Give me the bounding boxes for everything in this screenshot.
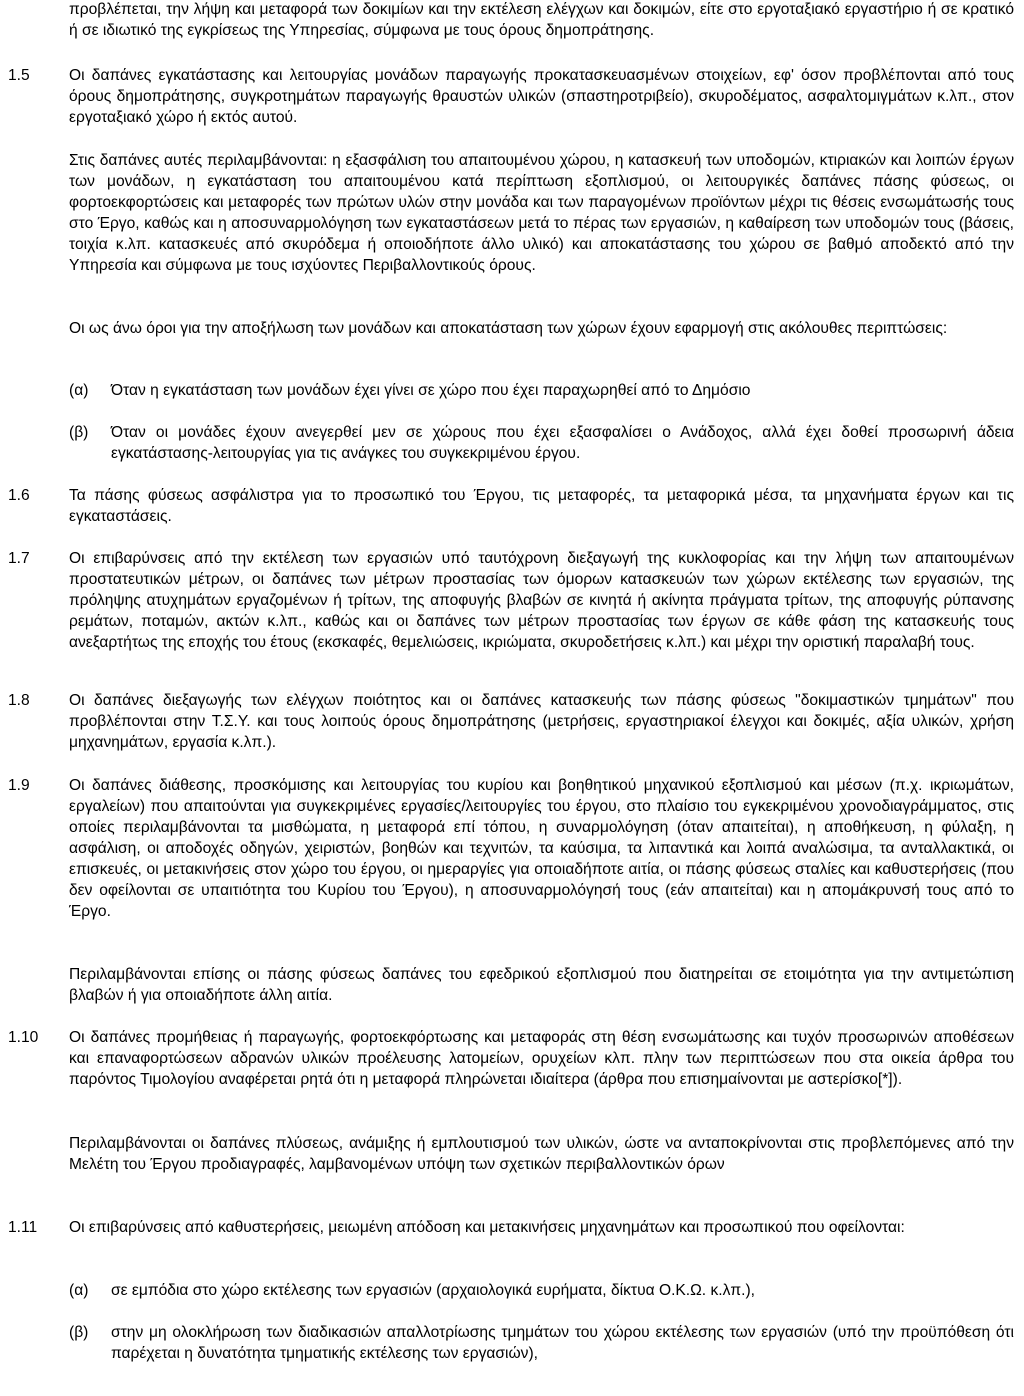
clause-text: Οι δαπάνες προμήθειας ή παραγωγής, φορτοεκφόρτωσης και μεταφοράς στη θέση ενσωμάτωσης και τυχόν προσωρινών αποθέσεων και επαναφορτώσεων αδρανών υλικών προέλευσης λατομείων, ορυχείων κλπ. πλην των περιπτώσεων που στα οικεία άρθρα του παρόντος Τιμολογίου αναφέρεται ρητά ότι η μεταφορά πληρώνεται ιδιαίτερα (άρθρα που επισημαίνονται με αστερίσκο[*]). [69,1029,1014,1088]
clause-text: Οι δαπάνες διεξαγωγής των ελέγχων ποιότητος και οι δαπάνες κατασκευής των πάσης φύσεως "δοκιμαστικών τμημάτων" που προβλέπονται στην Τ.Σ.Υ. και τους λοιπούς όρους δημοπράτησης (μετρήσεις, εργαστηριακοί έλεγχοι και δοκιμές, αξία υλικών, χρήση μηχανημάτων, εργασία κ.λπ.). [69,692,1014,751]
case-text: σε εμπόδια στο χώρο εκτέλεσης των εργασιών (αρχαιολογικά ευρήματα, δίκτυα Ο.Κ.Ω. κ.λπ.), [111,1282,756,1299]
clause-text: Οι επιβαρύνσεις από την εκτέλεση των εργασιών υπό ταυτόχρονη διεξαγωγή της κυκλοφορίας και την λήψη των απαιτουμένων προστατευτικών μέτρων, οι δαπάνες των μέτρων προστασίας των όμορων κατασκευών των χώρων εκτέλεσης των εργασιών, της πρόληψης ατυχημάτων εργαζομένων ή τρίτων, της αποφυγής βλαβών σε κινητά ή ακίνητα πράγματα τρίτων, της αποφυγής ρύπανσης ρεμάτων, ποταμών, ακτών κ.λπ., καθώς και οι δαπάνες των μέτρων προστασίας των έργων σε κάθε φάση της κατασκευής τους ανεξαρτήτως της εποχής του έτους (εκσκαφές, θεμελιώσεις, ικριώματα, σκυροδετήσεις κ.λπ.) και μέχρι την οριστική παραλαβή τους. [69,550,1014,651]
clause-1-9-paragraph-2: Περιλαμβάνονται επίσης οι πάσης φύσεως δαπάνες του εφεδρικού εξοπλισμού που διατηρείται σε ετοιμότητα για την αντιμετώπιση βλαβών ή για οποιαδήποτε άλλη αιτία. [69,966,1014,1004]
case-label: (β) [69,1324,89,1341]
clause-number: 1.10 [8,1029,39,1046]
top-paragraph: προβλέπεται, την λήψη και μεταφορά των δοκιμίων και την εκτέλεση ελέγχων και δοκιμών, είτε στο εργοταξιακό εργαστήριο ή σε κρατικό ή σε ιδιωτικό της εγκρίσεως της Υπηρεσίας, σύμφωνα με τους όρους δημοπράτησης. [69,1,1014,39]
clause-text: Οι δαπάνες διάθεσης, προσκόμισης και λειτουργίας του κυρίου και βοηθητικού μηχανικού εξοπλισμού και μέσων (π.χ. ικριωμάτων, εργαλείων) που απαιτούνται για συγκεκριμένες εργασίες/λειτουργίες του έργου, στο πλαίσιο του εγκεκριμένου χρονοδιαγράμματος, στις οποίες περιλαμβάνονται τα μισθώματα, η μεταφορά επί τόπου, η συναρμολόγηση (όταν απαιτείται), η αποθήκευση, η φύλαξη, η ασφάλιση, οι αποδοχές οδηγών, χειριστών, βοηθών και τεχνιτών, τα καύσιμα, τα λιπαντικά και λοιπά αναλώσιμα, τα ανταλλακτικά, οι επισκευές, οι μετακινήσεις στον χώρο του έργου, οι ημεραργίες για οποιαδήποτε αιτία, οι πάσης φύσεως σταλίες και καθυστερήσεις (που δεν οφείλονται σε υπαιτιότητα του Κυρίου του Έργου), η αποσυναρμολόγησή τους (εάν απαιτείται) και η απομάκρυνσή τους από το Έργο. [69,777,1014,920]
case-text: στην μη ολοκλήρωση των διαδικασιών απαλλοτρίωσης τμημάτων του χώρου εκτέλεσης των εργασιών (υπό την προϋπόθεση ότι παρέχεται η δυνατότητα τμηματικής εκτέλεσης των εργασιών), [111,1324,1014,1362]
clause-1-5-paragraph-3: Οι ως άνω όροι για την αποξήλωση των μονάδων και αποκατάσταση των χώρων έχουν εφαρμογή στις ακόλουθες περιπτώσεις: [69,320,948,337]
case-label: (α) [69,1282,89,1299]
clause-1-10-paragraph-2: Περιλαμβάνονται οι δαπάνες πλύσεως, ανάμιξης ή εμπλουτισμού των υλικών, ώστε να ανταποκρίνονται στις προβλεπόμενες από την Μελέτη του Έργου προδιαγραφές, λαμβανομένων υπόψη των σχετικών περιβαλλοντικών όρων [69,1135,1014,1173]
clause-text: Τα πάσης φύσεως ασφάλιστρα για το προσωπικό του Έργου, τις μεταφορές, τα μεταφορικά μέσα, τα μηχανήματα έργων και τις εγκαταστάσεις. [69,487,1014,525]
clause-number: 1.11 [8,1219,38,1236]
case-label: (α) [69,382,89,399]
clause-text: Οι δαπάνες εγκατάστασης και λειτουργίας μονάδων παραγωγής προκατασκευασμένων στοιχείων, εφ' όσον προβλέπονται από τους όρους δημοπράτησης, συγκροτημάτων παραγωγής θραυστών υλικών (σπαστηροτριβείο), σκυροδέματος, ασφαλτομιγμάτων κ.λπ., στον εργοταξιακό χώρο ή εκτός αυτού. [69,67,1014,126]
case-label: (β) [69,424,89,441]
clause-number: 1.8 [8,692,30,709]
clause-text: Οι επιβαρύνσεις από καθυστερήσεις, μειωμένη απόδοση και μετακινήσεις μηχανημάτων και προσωπικού που οφείλονται: [69,1219,905,1236]
clause-number: 1.9 [8,777,30,794]
clause-number: 1.6 [8,487,30,504]
case-text: Όταν η εγκατάσταση των μονάδων έχει γίνει σε χώρο που έχει παραχωρηθεί από το Δημόσιο [111,382,751,399]
case-text: Όταν οι μονάδες έχουν ανεγερθεί μεν σε χώρους που έχει εξασφαλίσει ο Ανάδοχος, αλλά έχει δοθεί προσωρινή άδεια εγκατάστασης-λειτουργίας για τις ανάγκες του συγκεκριμένου έργου. [111,424,1014,462]
clause-number: 1.7 [8,550,30,567]
clause-number: 1.5 [8,67,30,84]
clause-1-5-paragraph-2: Στις δαπάνες αυτές περιλαμβάνονται: η εξασφάλιση του απαιτουμένου χώρου, η κατασκευή των υποδομών, κτιριακών και λοιπών έργων των μονάδων, η εγκατάσταση του απαιτουμένου κατά περίπτωση εξοπλισμού, οι λειτουργικές δαπάνες πάσης φύσεως, οι φορτοεκφορτώσεις και μεταφορές των πρώτων υλών στην μονάδα και των παραγομένων προϊόντων μέχρι τις θέσεις ενσωμάτωσής τους στο Έργο, καθώς και η αποσυναρμολόγηση των εγκαταστάσεων μετά το πέρας των εργασιών, η καθαίρεση των υποδομών τους (βάσεις, τοιχία κ.λπ. κατασκευές από σκυρόδεμα ή οποιοδήποτε άλλο υλικό) και αποκατάστασης του χώρου σε βαθμό αποδεκτό από την Υπηρεσία και σύμφωνα με τους ισχύοντες Περιβαλλοντικούς όρους. [69,152,1014,274]
